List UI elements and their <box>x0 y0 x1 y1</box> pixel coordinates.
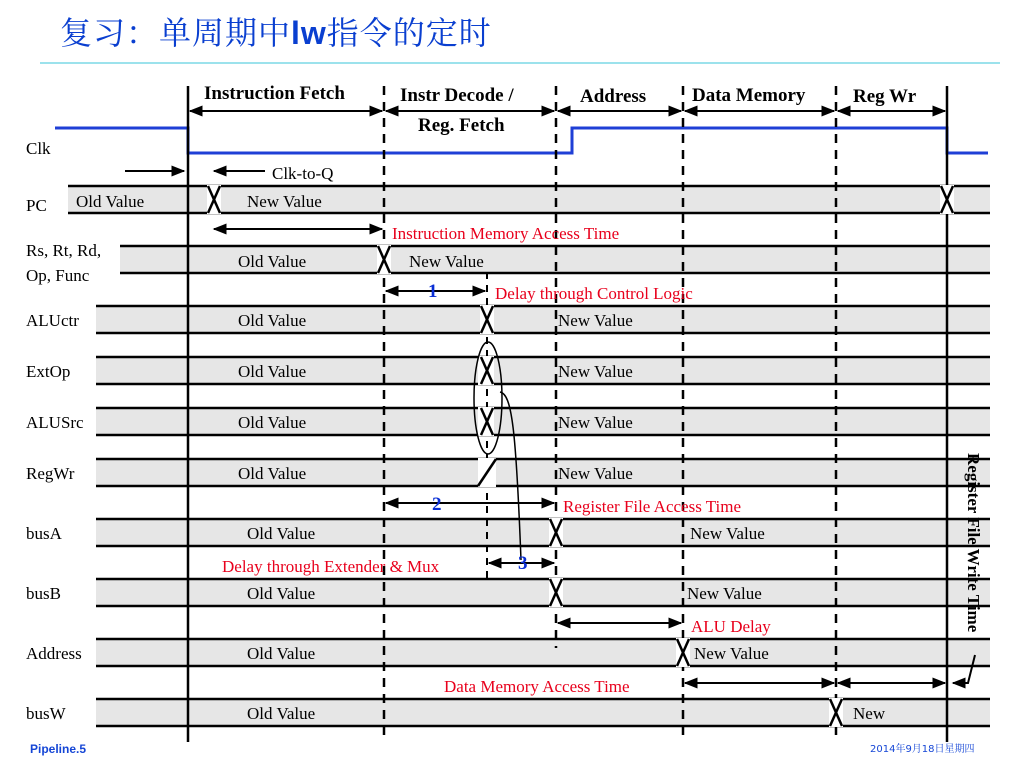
alusrc-new-value: New Value <box>558 413 633 432</box>
signal-label-clk: Clk <box>26 139 51 158</box>
footer-date: 2014年9月18日星期四 <box>870 744 975 755</box>
address-old-value: Old Value <box>247 644 316 663</box>
extop-new-value: New Value <box>558 362 633 381</box>
signal-label-address: Address <box>26 644 82 663</box>
clock-line <box>55 128 988 153</box>
stage-reg-fetch: Reg. Fetch <box>418 115 505 136</box>
instr-new-value: New Value <box>409 252 484 271</box>
imem-access-label: Instruction Memory Access Time <box>392 224 620 243</box>
regfile-access-label: Register File Access Time <box>563 497 742 516</box>
busw-old-value: Old Value <box>247 704 316 723</box>
signal-label-rs-rt-rd: Rs, Rt, Rd, <box>26 241 102 260</box>
pc-new-value: New Value <box>247 192 322 211</box>
signal-label-busb: busB <box>26 584 61 603</box>
footer-slide-id: Pipeline.5 <box>30 742 87 756</box>
marker-1: 1 <box>428 281 438 302</box>
stage-data-memory: Data Memory <box>692 85 806 106</box>
signal-label-regwr: RegWr <box>26 464 75 483</box>
signal-bands <box>68 186 990 726</box>
clock-waveform <box>55 128 988 153</box>
busb-new-value: New Value <box>687 584 762 603</box>
band-aluctr-fill <box>96 306 990 333</box>
control-delay-label: Delay through Control Logic <box>495 284 693 303</box>
band-alusrc-fill <box>96 408 990 435</box>
marker-3: 3 <box>518 553 528 574</box>
dmem-access-label: Data Memory Access Time <box>444 677 630 696</box>
busw-new-value: New <box>853 704 886 723</box>
address-new-value: New Value <box>694 644 769 663</box>
marker-2: 2 <box>432 494 442 515</box>
alu-delay-label: ALU Delay <box>691 617 771 636</box>
band-busa-fill <box>96 519 990 546</box>
pc-old-value: Old Value <box>76 192 145 211</box>
signal-label-busw: busW <box>26 704 66 723</box>
title-prefix: 复习：单周期中 <box>60 14 292 52</box>
busa-old-value: Old Value <box>247 524 316 543</box>
busa-new-value: New Value <box>690 524 765 543</box>
signal-label-alusrc: ALUSrc <box>26 413 84 432</box>
signal-label-op-func: Op, Func <box>26 266 90 285</box>
regwr-old-value: Old Value <box>238 464 307 483</box>
aluctr-old-value: Old Value <box>238 311 307 330</box>
aluctr-new-value: New Value <box>558 311 633 330</box>
signal-label-aluctr: ALUctr <box>26 311 79 330</box>
regwr-new-value: New Value <box>558 464 633 483</box>
stage-instruction-fetch: Instruction Fetch <box>204 83 345 104</box>
clk-to-q-label: Clk-to-Q <box>272 164 334 183</box>
title-suffix: 指令的定时 <box>326 14 492 52</box>
extop-old-value: Old Value <box>238 362 307 381</box>
regfile-write-label: Register File Write Time <box>964 453 983 633</box>
band-regwr-fill <box>96 459 990 486</box>
instr-old-value: Old Value <box>238 252 307 271</box>
band-extop-fill <box>96 357 990 384</box>
busb-old-value: Old Value <box>247 584 316 603</box>
band-pc-fill <box>68 186 990 213</box>
stage-address: Address <box>580 86 647 107</box>
signal-label-pc: PC <box>26 196 47 215</box>
band-address-fill <box>96 639 990 666</box>
extender-delay-label: Delay through Extender & Mux <box>222 557 440 576</box>
title-bold: lw <box>291 15 327 51</box>
band-busb-fill <box>96 579 990 606</box>
signal-label-extop: ExtOp <box>26 362 71 381</box>
stage-reg-wr: Reg Wr <box>853 86 917 107</box>
alusrc-old-value: Old Value <box>238 413 307 432</box>
stage-instr-decode: Instr Decode / <box>400 85 514 106</box>
signal-label-busa: busA <box>26 524 62 543</box>
